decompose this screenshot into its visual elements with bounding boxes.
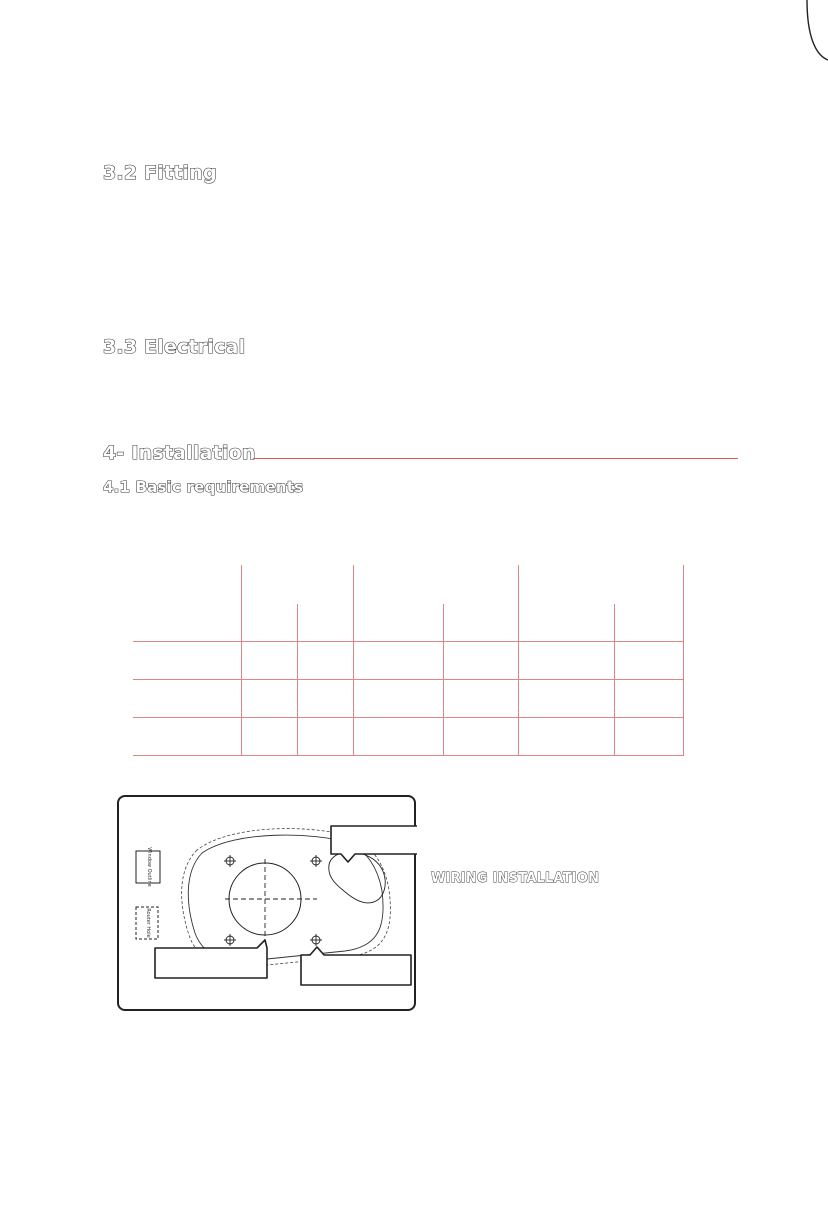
table-cell: [444, 604, 519, 642]
table-cell: [444, 680, 519, 718]
section-heading-electrical: 3.3 Electrical: [103, 336, 246, 358]
table-cell: [354, 565, 519, 604]
table-cell: [242, 718, 298, 756]
table-cell: [354, 680, 444, 718]
table-cell: [615, 604, 684, 642]
table-cell: [519, 680, 615, 718]
table-cell: [298, 642, 354, 680]
table-cell: [615, 642, 684, 680]
table-cell: [242, 680, 298, 718]
table-cell: [519, 604, 615, 642]
section-divider-line: [253, 458, 738, 459]
wiring-diagram: [117, 795, 417, 1013]
table-cell: [133, 604, 242, 642]
table-cell: [133, 642, 242, 680]
table-cell: [298, 604, 354, 642]
requirements-table: [133, 565, 684, 756]
table-cell: [519, 642, 615, 680]
box-label-window: Window Outline: [146, 847, 152, 887]
table-row: [133, 604, 684, 642]
table-cell: [354, 718, 444, 756]
box-label-router: Router Hole: [145, 908, 151, 938]
table-cell: [298, 718, 354, 756]
table-row: [133, 680, 684, 718]
page-corner-arc: [0, 0, 828, 70]
table-cell: [133, 680, 242, 718]
table-cell: [354, 604, 444, 642]
table-cell: [242, 604, 298, 642]
table-header-row: [133, 565, 684, 604]
section-heading-installation: 4- Installation: [103, 442, 256, 464]
table-cell: [242, 642, 298, 680]
table-cell: [615, 718, 684, 756]
table-row: [133, 718, 684, 756]
section-heading-fitting: 3.2 Fitting: [103, 162, 217, 184]
table-row: [133, 642, 684, 680]
table-cell: [133, 718, 242, 756]
table-cell: [298, 680, 354, 718]
table-cell: [444, 642, 519, 680]
table-cell: [133, 565, 242, 604]
table-cell: [354, 642, 444, 680]
table-cell: [519, 565, 684, 604]
table-cell: [242, 565, 354, 604]
table-cell: [615, 680, 684, 718]
subsection-heading-basic-requirements: 4.1 Basic requirements: [103, 478, 304, 496]
table-cell: [519, 718, 615, 756]
wiring-installation-label: WIRING INSTALLATION: [431, 871, 600, 886]
table-cell: [444, 718, 519, 756]
